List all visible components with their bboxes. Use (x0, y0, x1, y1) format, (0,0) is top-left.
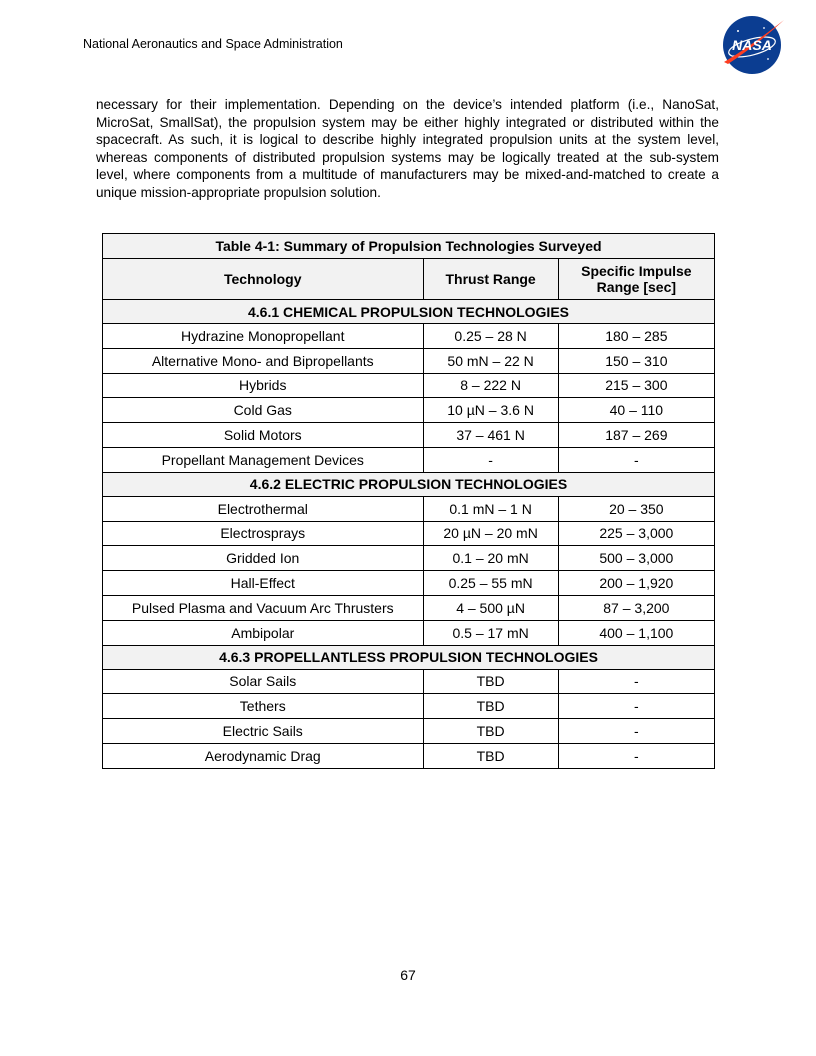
table-row (103, 719, 715, 744)
section-title: 4.6.1 CHEMICAL PROPULSION TECHNOLOGIES (103, 300, 715, 324)
table-row (103, 348, 715, 373)
cell-specific-impulse: 400 – 1,100 (558, 620, 714, 645)
section-title: 4.6.3 PROPELLANTLESS PROPULSION TECHNOLOGIES (103, 645, 715, 669)
cell-technology: Solid Motors (103, 423, 424, 448)
cell-technology: Electrosprays (103, 521, 424, 546)
table-row (103, 398, 715, 423)
column-header-thrust-range: Thrust Range (423, 259, 558, 300)
table-row (103, 571, 715, 596)
cell-thrust-range: 0.25 – 55 mN (423, 571, 558, 596)
table-row (103, 694, 715, 719)
cell-thrust-range: TBD (423, 694, 558, 719)
section-title: 4.6.2 ELECTRIC PROPULSION TECHNOLOGIES (103, 472, 715, 496)
table-row (103, 620, 715, 645)
cell-specific-impulse: 180 – 285 (558, 324, 714, 349)
cell-thrust-range: 0.5 – 17 mN (423, 620, 558, 645)
nasa-logo-text: NASA (732, 37, 772, 53)
cell-specific-impulse: 40 – 110 (558, 398, 714, 423)
intro-paragraph: necessary for their implementation. Depending on the device’s intended platform (i.e., NanoSat, MicroSat, SmallSat), the propulsion system may be either highly integrated or distributed within the spacecraft. As such, it is logical to describe highly integrated propulsion units at the system level, whereas components of distributed propulsion systems may be logically treated at the sub-system level, where components from a multitude of manufacturers may be mixed-and-matched to create a unique mission-appropriate propulsion solution. (96, 97, 719, 200)
cell-technology: Electrothermal (103, 496, 424, 521)
cell-specific-impulse: - (558, 447, 714, 472)
cell-thrust-range: 0.1 – 20 mN (423, 546, 558, 571)
cell-thrust-range: 10 µN – 3.6 N (423, 398, 558, 423)
cell-technology: Hydrazine Monopropellant (103, 324, 424, 349)
cell-technology: Hybrids (103, 373, 424, 398)
cell-specific-impulse: - (558, 719, 714, 744)
table-row (103, 373, 715, 398)
cell-specific-impulse: 150 – 310 (558, 348, 714, 373)
cell-specific-impulse: 200 – 1,920 (558, 571, 714, 596)
section-row (103, 645, 715, 669)
cell-technology: Hall-Effect (103, 571, 424, 596)
cell-specific-impulse: 187 – 269 (558, 423, 714, 448)
nasa-logo (718, 14, 786, 76)
cell-technology: Cold Gas (103, 398, 424, 423)
cell-thrust-range: - (423, 447, 558, 472)
cell-thrust-range: 20 µN – 20 mN (423, 521, 558, 546)
cell-thrust-range: 0.1 mN – 1 N (423, 496, 558, 521)
cell-specific-impulse: - (558, 694, 714, 719)
cell-specific-impulse: 500 – 3,000 (558, 546, 714, 571)
cell-technology: Ambipolar (103, 620, 424, 645)
table-caption: Table 4-1: Summary of Propulsion Technologies Surveyed (103, 234, 715, 259)
table-row (103, 521, 715, 546)
nasa-logo-star (737, 30, 739, 32)
cell-specific-impulse: 215 – 300 (558, 373, 714, 398)
table-row (103, 447, 715, 472)
cell-technology: Electric Sails (103, 719, 424, 744)
cell-specific-impulse: - (558, 669, 714, 694)
cell-thrust-range: 4 – 500 µN (423, 595, 558, 620)
table-row (103, 496, 715, 521)
cell-technology: Solar Sails (103, 669, 424, 694)
cell-specific-impulse: 87 – 3,200 (558, 595, 714, 620)
cell-technology: Pulsed Plasma and Vacuum Arc Thrusters (103, 595, 424, 620)
table-row (103, 324, 715, 349)
section-row (103, 472, 715, 496)
cell-technology: Aerodynamic Drag (103, 743, 424, 768)
table-body (103, 300, 715, 769)
table-row (103, 423, 715, 448)
cell-thrust-range: TBD (423, 743, 558, 768)
section-row (103, 300, 715, 324)
cell-technology: Propellant Management Devices (103, 447, 424, 472)
nasa-logo-star (763, 27, 765, 29)
cell-thrust-range: 50 mN – 22 N (423, 348, 558, 373)
table-row (103, 546, 715, 571)
table-row (103, 743, 715, 768)
cell-technology: Alternative Mono- and Bipropellants (103, 348, 424, 373)
cell-thrust-range: TBD (423, 669, 558, 694)
table-row (103, 669, 715, 694)
cell-technology: Tethers (103, 694, 424, 719)
cell-specific-impulse: 225 – 3,000 (558, 521, 714, 546)
cell-specific-impulse: - (558, 743, 714, 768)
cell-thrust-range: 0.25 – 28 N (423, 324, 558, 349)
cell-thrust-range: 37 – 461 N (423, 423, 558, 448)
column-header-technology: Technology (103, 259, 424, 300)
header-organization: National Aeronautics and Space Administration (83, 37, 343, 51)
cell-thrust-range: 8 – 222 N (423, 373, 558, 398)
cell-specific-impulse: 20 – 350 (558, 496, 714, 521)
propulsion-summary-table (102, 233, 715, 769)
column-header-specific-impulse: Specific Impulse Range [sec] (558, 259, 714, 300)
cell-technology: Gridded Ion (103, 546, 424, 571)
nasa-logo-star (767, 58, 769, 60)
table-row (103, 595, 715, 620)
page-number: 67 (400, 967, 416, 983)
cell-thrust-range: TBD (423, 719, 558, 744)
